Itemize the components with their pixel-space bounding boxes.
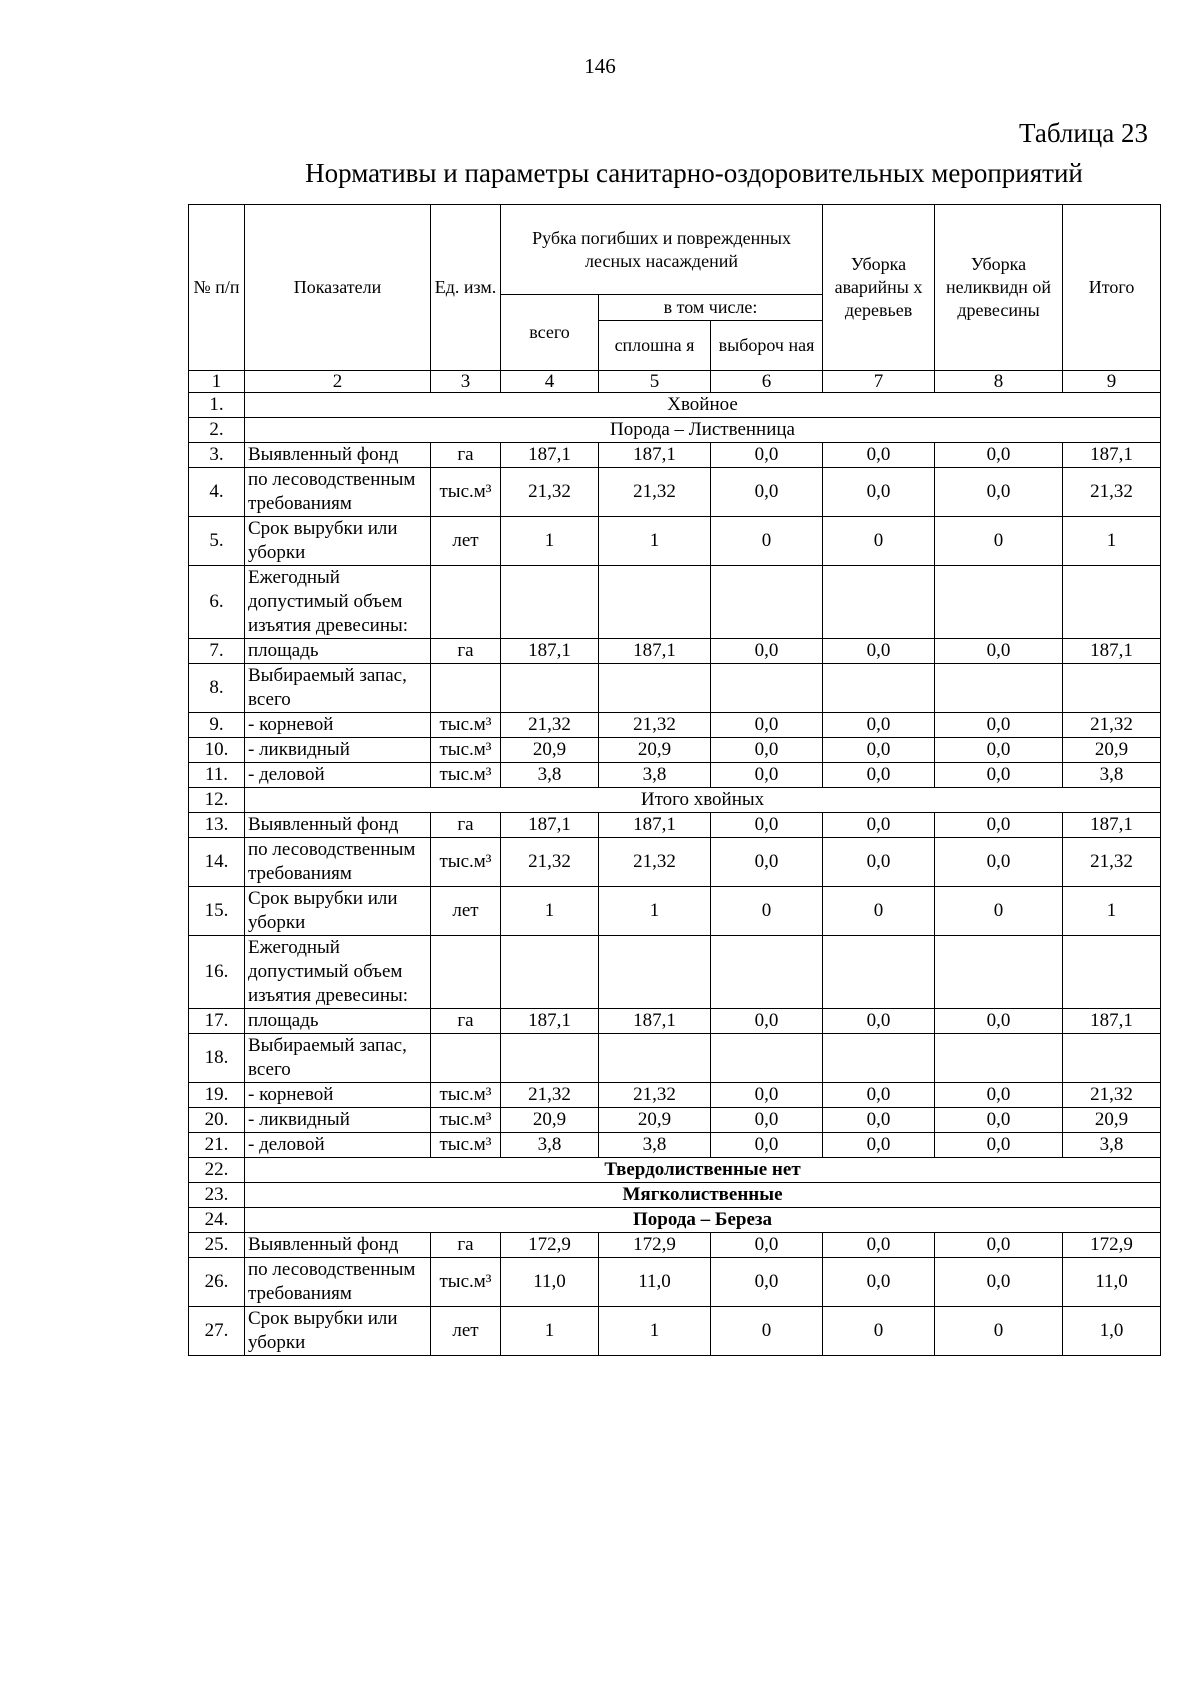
section-title: Мягколиственные: [245, 1183, 1161, 1208]
value-cell: 0: [935, 517, 1063, 566]
value-cell: 21,32: [599, 468, 711, 517]
value-cell: [935, 936, 1063, 1009]
row-number: 17.: [189, 1009, 245, 1034]
unit-cell: га: [431, 1009, 501, 1034]
table-label: Таблица 23: [1019, 118, 1148, 148]
row-number: 8.: [189, 664, 245, 713]
row-number: 22.: [189, 1158, 245, 1183]
value-cell: 0,0: [935, 1108, 1063, 1133]
value-cell: 11,0: [1063, 1258, 1161, 1307]
row-number: 6.: [189, 566, 245, 639]
value-cell: 0: [711, 517, 823, 566]
value-cell: 187,1: [501, 443, 599, 468]
value-cell: [823, 1034, 935, 1083]
table-row: [189, 517, 1161, 566]
value-cell: [823, 664, 935, 713]
value-cell: 0,0: [823, 838, 935, 887]
table-row: [189, 763, 1161, 788]
value-cell: [599, 566, 711, 639]
value-cell: 11,0: [501, 1258, 599, 1307]
indicator-name: Выбираемый запас, всего: [245, 664, 431, 713]
indicator-name: Выявленный фонд: [245, 443, 431, 468]
unit-cell: тыс.м³: [431, 713, 501, 738]
value-cell: 21,32: [599, 1083, 711, 1108]
table-row: [189, 713, 1161, 738]
value-cell: [823, 566, 935, 639]
value-cell: 3,8: [1063, 1133, 1161, 1158]
row-number: 5.: [189, 517, 245, 566]
value-cell: [599, 1034, 711, 1083]
header-num: № п/п: [189, 205, 245, 371]
value-cell: 0,0: [711, 1258, 823, 1307]
section-row: [189, 1158, 1161, 1183]
table-row: [189, 1009, 1161, 1034]
row-number: 23.: [189, 1183, 245, 1208]
value-cell: 0,0: [823, 468, 935, 517]
value-cell: 3,8: [599, 763, 711, 788]
value-cell: [935, 664, 1063, 713]
value-cell: 0,0: [711, 1083, 823, 1108]
unit-cell: тыс.м³: [431, 468, 501, 517]
value-cell: [711, 936, 823, 1009]
column-index: 2: [245, 371, 431, 393]
header-total: Итого: [1063, 205, 1161, 371]
value-cell: 21,32: [1063, 713, 1161, 738]
table-row: [189, 468, 1161, 517]
header-indicators: Показатели: [245, 205, 431, 371]
value-cell: 20,9: [1063, 738, 1161, 763]
section-title: Хвойное: [245, 393, 1161, 418]
table-row: [189, 1307, 1161, 1356]
value-cell: 0,0: [711, 738, 823, 763]
value-cell: 0: [935, 1307, 1063, 1356]
value-cell: 172,9: [501, 1233, 599, 1258]
row-number: 18.: [189, 1034, 245, 1083]
value-cell: [1063, 936, 1161, 1009]
header-all: всего: [501, 295, 599, 371]
value-cell: 0,0: [935, 443, 1063, 468]
value-cell: 0,0: [711, 838, 823, 887]
table-row: [189, 664, 1161, 713]
table-row: [189, 566, 1161, 639]
indicator-name: Срок вырубки или уборки: [245, 517, 431, 566]
table-row: [189, 443, 1161, 468]
unit-cell: га: [431, 443, 501, 468]
indicator-name: Выявленный фонд: [245, 1233, 431, 1258]
section-row: [189, 788, 1161, 813]
row-number: 16.: [189, 936, 245, 1009]
value-cell: 20,9: [599, 738, 711, 763]
value-cell: 0,0: [823, 639, 935, 664]
section-row: [189, 1208, 1161, 1233]
row-number: 20.: [189, 1108, 245, 1133]
value-cell: 0,0: [711, 1133, 823, 1158]
row-number: 24.: [189, 1208, 245, 1233]
value-cell: 20,9: [1063, 1108, 1161, 1133]
value-cell: 0,0: [711, 1108, 823, 1133]
value-cell: 0,0: [935, 1009, 1063, 1034]
value-cell: [599, 936, 711, 1009]
unit-cell: га: [431, 813, 501, 838]
value-cell: 11,0: [599, 1258, 711, 1307]
unit-cell: га: [431, 1233, 501, 1258]
column-index-row: [189, 371, 1161, 393]
value-cell: 172,9: [599, 1233, 711, 1258]
value-cell: 0,0: [935, 1133, 1063, 1158]
row-number: 14.: [189, 838, 245, 887]
unit-cell: га: [431, 639, 501, 664]
column-index: 7: [823, 371, 935, 393]
section-title: Твердолиственные нет: [245, 1158, 1161, 1183]
value-cell: [711, 566, 823, 639]
value-cell: 21,32: [599, 838, 711, 887]
value-cell: 0: [823, 887, 935, 936]
table-row: [189, 1083, 1161, 1108]
value-cell: [1063, 1034, 1161, 1083]
value-cell: 187,1: [1063, 1009, 1161, 1034]
indicator-name: - деловой: [245, 763, 431, 788]
value-cell: 0,0: [823, 738, 935, 763]
column-index: 5: [599, 371, 711, 393]
unit-cell: [431, 936, 501, 1009]
unit-cell: тыс.м³: [431, 1133, 501, 1158]
value-cell: 187,1: [599, 639, 711, 664]
value-cell: 187,1: [1063, 813, 1161, 838]
indicator-name: Выбираемый запас, всего: [245, 1034, 431, 1083]
value-cell: 21,32: [1063, 1083, 1161, 1108]
column-index: 6: [711, 371, 823, 393]
header-hazard-trees: Уборка аварийны х деревьев: [823, 205, 935, 371]
value-cell: 187,1: [501, 1009, 599, 1034]
value-cell: 21,32: [501, 838, 599, 887]
indicator-name: площадь: [245, 639, 431, 664]
value-cell: 187,1: [501, 639, 599, 664]
row-number: 7.: [189, 639, 245, 664]
column-index: 3: [431, 371, 501, 393]
value-cell: 3,8: [501, 763, 599, 788]
table-row: [189, 639, 1161, 664]
value-cell: 187,1: [1063, 639, 1161, 664]
value-cell: 0,0: [823, 1009, 935, 1034]
value-cell: 0,0: [823, 1258, 935, 1307]
value-cell: 20,9: [501, 738, 599, 763]
indicator-name: - корневой: [245, 1083, 431, 1108]
indicator-name: по лесоводственным требованиям: [245, 468, 431, 517]
value-cell: 1: [1063, 887, 1161, 936]
value-cell: 0,0: [823, 713, 935, 738]
row-number: 2.: [189, 418, 245, 443]
unit-cell: тыс.м³: [431, 1108, 501, 1133]
value-cell: 1: [599, 887, 711, 936]
row-number: 12.: [189, 788, 245, 813]
row-number: 10.: [189, 738, 245, 763]
header-felling: Рубка погибших и поврежденных лесных насаждений: [501, 205, 823, 295]
unit-cell: [431, 566, 501, 639]
table-row: [189, 1258, 1161, 1307]
column-index: 9: [1063, 371, 1161, 393]
row-number: 27.: [189, 1307, 245, 1356]
value-cell: 20,9: [599, 1108, 711, 1133]
value-cell: 3,8: [501, 1133, 599, 1158]
row-number: 13.: [189, 813, 245, 838]
header-selective-cut: выбороч ная: [711, 321, 823, 371]
value-cell: 1,0: [1063, 1307, 1161, 1356]
indicator-name: Выявленный фонд: [245, 813, 431, 838]
section-title: Порода – Лиственница: [245, 418, 1161, 443]
value-cell: 172,9: [1063, 1233, 1161, 1258]
row-number: 25.: [189, 1233, 245, 1258]
row-number: 19.: [189, 1083, 245, 1108]
indicator-name: Ежегодный допустимый объем изъятия древесины:: [245, 936, 431, 1009]
unit-cell: лет: [431, 517, 501, 566]
value-cell: 0,0: [935, 1233, 1063, 1258]
indicator-name: - ликвидный: [245, 1108, 431, 1133]
value-cell: 21,32: [599, 713, 711, 738]
value-cell: 21,32: [1063, 838, 1161, 887]
value-cell: 0,0: [711, 1233, 823, 1258]
value-cell: 21,32: [501, 713, 599, 738]
value-cell: [501, 936, 599, 1009]
unit-cell: [431, 664, 501, 713]
section-title: Итого хвойных: [245, 788, 1161, 813]
value-cell: 0,0: [711, 763, 823, 788]
section-title: Порода – Береза: [245, 1208, 1161, 1233]
value-cell: 0,0: [711, 813, 823, 838]
table-row: [189, 838, 1161, 887]
value-cell: 0: [935, 887, 1063, 936]
value-cell: 21,32: [501, 1083, 599, 1108]
column-index: 4: [501, 371, 599, 393]
section-row: [189, 1183, 1161, 1208]
table-row: [189, 936, 1161, 1009]
unit-cell: лет: [431, 887, 501, 936]
column-index: 1: [189, 371, 245, 393]
value-cell: 0,0: [711, 443, 823, 468]
value-cell: [711, 664, 823, 713]
value-cell: [1063, 664, 1161, 713]
value-cell: 20,9: [501, 1108, 599, 1133]
table-row: [189, 813, 1161, 838]
value-cell: 0,0: [711, 713, 823, 738]
table-row: [189, 1108, 1161, 1133]
value-cell: 0,0: [935, 468, 1063, 517]
table-row: [189, 1233, 1161, 1258]
value-cell: [711, 1034, 823, 1083]
value-cell: 0,0: [823, 1133, 935, 1158]
value-cell: [823, 936, 935, 1009]
value-cell: [501, 1034, 599, 1083]
unit-cell: тыс.м³: [431, 838, 501, 887]
row-number: 1.: [189, 393, 245, 418]
value-cell: 0,0: [935, 838, 1063, 887]
value-cell: [935, 1034, 1063, 1083]
indicator-name: - деловой: [245, 1133, 431, 1158]
value-cell: [501, 664, 599, 713]
value-cell: 0,0: [711, 639, 823, 664]
header-unit: Ед. изм.: [431, 205, 501, 371]
value-cell: 1: [599, 517, 711, 566]
value-cell: 0,0: [823, 1083, 935, 1108]
value-cell: 0,0: [711, 1009, 823, 1034]
page-number: 146: [584, 54, 616, 78]
value-cell: 187,1: [599, 1009, 711, 1034]
indicator-name: - ликвидный: [245, 738, 431, 763]
value-cell: 187,1: [599, 443, 711, 468]
section-row: [189, 393, 1161, 418]
value-cell: 187,1: [501, 813, 599, 838]
section-row: [189, 418, 1161, 443]
unit-cell: тыс.м³: [431, 1258, 501, 1307]
row-number: 21.: [189, 1133, 245, 1158]
value-cell: 21,32: [501, 468, 599, 517]
value-cell: 0,0: [823, 1108, 935, 1133]
unit-cell: лет: [431, 1307, 501, 1356]
value-cell: [599, 664, 711, 713]
value-cell: 1: [501, 1307, 599, 1356]
value-cell: 1: [501, 887, 599, 936]
value-cell: 0,0: [935, 813, 1063, 838]
header-including: в том числе:: [599, 295, 823, 321]
value-cell: 0,0: [823, 813, 935, 838]
indicator-name: Ежегодный допустимый объем изъятия древесины:: [245, 566, 431, 639]
value-cell: 187,1: [599, 813, 711, 838]
column-index: 8: [935, 371, 1063, 393]
value-cell: 0: [823, 517, 935, 566]
value-cell: 0,0: [935, 1258, 1063, 1307]
row-number: 26.: [189, 1258, 245, 1307]
value-cell: 3,8: [1063, 763, 1161, 788]
indicator-name: площадь: [245, 1009, 431, 1034]
unit-cell: тыс.м³: [431, 738, 501, 763]
value-cell: [501, 566, 599, 639]
indicator-name: - корневой: [245, 713, 431, 738]
document-title: Нормативы и параметры санитарно-оздоровительных мероприятий: [305, 158, 1083, 188]
row-number: 11.: [189, 763, 245, 788]
unit-cell: тыс.м³: [431, 763, 501, 788]
value-cell: [935, 566, 1063, 639]
value-cell: 0: [711, 887, 823, 936]
value-cell: 0,0: [823, 763, 935, 788]
value-cell: 0,0: [823, 1233, 935, 1258]
value-cell: 0,0: [935, 639, 1063, 664]
row-number: 15.: [189, 887, 245, 936]
value-cell: 3,8: [599, 1133, 711, 1158]
norms-table: [188, 204, 1161, 1356]
value-cell: 21,32: [1063, 468, 1161, 517]
value-cell: 0,0: [823, 443, 935, 468]
value-cell: 1: [1063, 517, 1161, 566]
table-row: [189, 887, 1161, 936]
indicator-name: Срок вырубки или уборки: [245, 887, 431, 936]
row-number: 4.: [189, 468, 245, 517]
table-row: [189, 738, 1161, 763]
indicator-name: по лесоводственным требованиям: [245, 838, 431, 887]
value-cell: 1: [599, 1307, 711, 1356]
header-illiquid-wood: Уборка неликвидн ой древесины: [935, 205, 1063, 371]
value-cell: 187,1: [1063, 443, 1161, 468]
value-cell: 0,0: [711, 468, 823, 517]
row-number: 3.: [189, 443, 245, 468]
value-cell: 0: [711, 1307, 823, 1356]
indicator-name: Срок вырубки или уборки: [245, 1307, 431, 1356]
value-cell: 0,0: [935, 713, 1063, 738]
indicator-name: по лесоводственным требованиям: [245, 1258, 431, 1307]
value-cell: [1063, 566, 1161, 639]
header-clear-cut: сплошна я: [599, 321, 711, 371]
value-cell: 0,0: [935, 738, 1063, 763]
value-cell: 0: [823, 1307, 935, 1356]
unit-cell: [431, 1034, 501, 1083]
value-cell: 1: [501, 517, 599, 566]
table-row: [189, 1133, 1161, 1158]
table-row: [189, 1034, 1161, 1083]
value-cell: 0,0: [935, 763, 1063, 788]
row-number: 9.: [189, 713, 245, 738]
unit-cell: тыс.м³: [431, 1083, 501, 1108]
value-cell: 0,0: [935, 1083, 1063, 1108]
